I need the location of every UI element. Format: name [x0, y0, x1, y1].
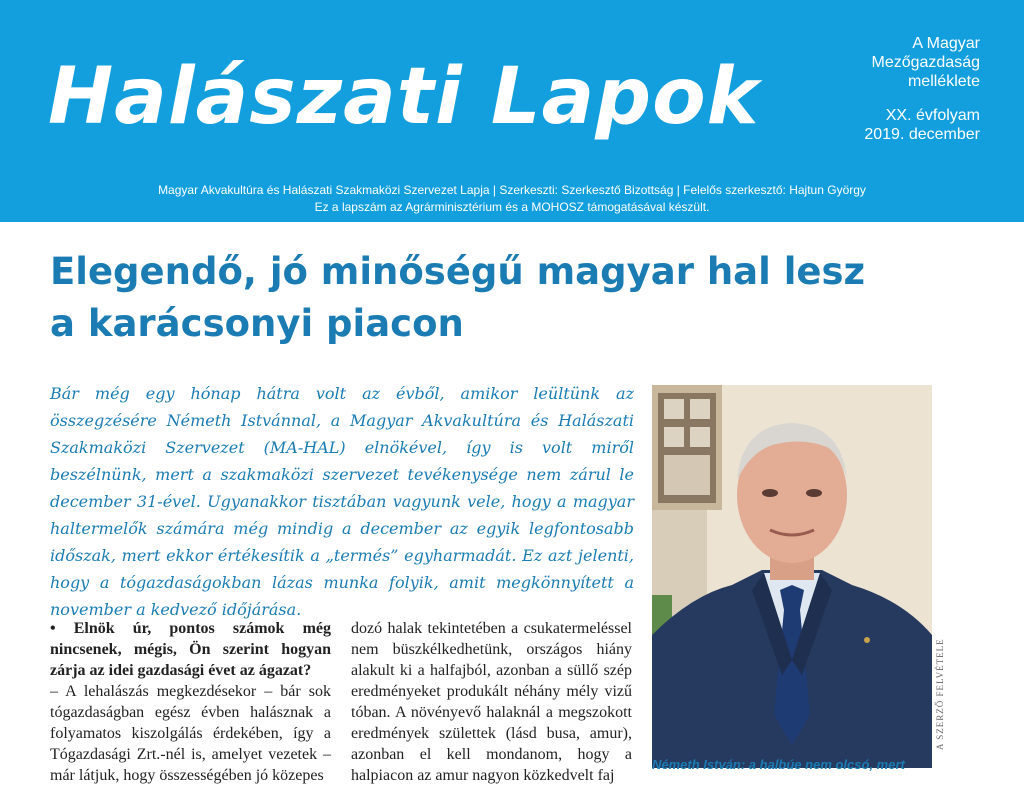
supplement-line-2: Mezőgazdaság: [871, 54, 980, 71]
portrait-illustration: [652, 385, 932, 768]
volume: XX. évfolyam: [885, 107, 980, 124]
photo-credit-text: A SZERZŐ FELVÉTELE: [935, 638, 945, 750]
headline-line-2: a karácsonyi piacon: [50, 302, 464, 345]
supplement-info: [780, 34, 980, 144]
publication-title: Halászati Lapok: [48, 52, 760, 142]
portrait-photo: [652, 385, 932, 768]
interview-question: • Elnök úr, pontos számok még nincsenek, mégis, Ön szerint hogyan zárja az idei gazdasági évet az ágazat?: [50, 620, 331, 679]
column-1-text: – A lehalászás megkezdésekor – bár sok tógazdaságban egész évben halásznak a folyamatos kiszolgálás érdekében, így a Tógazdasági Zrt.-nél is, amelyet vezetek – már látjuk, hogy összességében jó közepes: [50, 683, 331, 784]
photo-caption: Németh István: a halbúe nem olcsó, mert: [652, 757, 905, 772]
supplement-line-1: A Magyar: [912, 35, 980, 52]
credits-line-2: Ez a lapszám az Agrárminisztérium és a MOHOSZ támogatásával készült.: [314, 200, 710, 214]
photo-credit: [935, 560, 949, 760]
article-headline: [50, 246, 950, 350]
issue-date: 2019. december: [864, 126, 980, 143]
masthead-credits: [0, 182, 1024, 216]
article-lead: Bár még egy hónap hátra volt az évből, amikor leültünk az összegzésére Németh Istvánnal, a Magyar Akvakultúra és Halászati Szakmaközi Szervezet (MA-HAL) elnökével, így is volt miről beszélnünk, mert a szakmaközi szervezet tevékenysége nem zárul le december 31-ével. Ugyanakkor tisztában vagyunk vele, hogy a magyar haltermelők számára még mindig a december az egyik legfontosabb időszak, mert ekkor értékesítik a „termés” egyharmadát. Ez azt jelenti, hogy a tógazdaságokban lázas munka folyik, amit megkönnyített a november a kedvező időjárása.: [50, 384, 634, 619]
article-column-1: [50, 618, 331, 786]
headline-line-1: Elegendő, jó minőségű magyar hal lesz: [50, 250, 866, 293]
supplement-line-3: melléklete: [907, 73, 980, 90]
article-column-2: dozó halak tekintetében a csukatermeléssel nem büszkélkedhetünk, országos hiány alakult ki a halfajból, azonban a süllő szép eredményeket produkált néhány mély vizű tóban. A növényevő halaknál a megszokott eredmények születtek (lásd busa, amur), azonban el kell mondanom, hogy a halpiacon az amur nagyon közkedvelt faj: [351, 620, 632, 784]
credits-line-1: Magyar Akvakultúra és Halászati Szakmaközi Szervezet Lapja | Szerkeszti: Szerkesztő Bizottság | Felelős szerkesztő: Hajtun György: [158, 183, 866, 197]
masthead: [0, 0, 1024, 222]
